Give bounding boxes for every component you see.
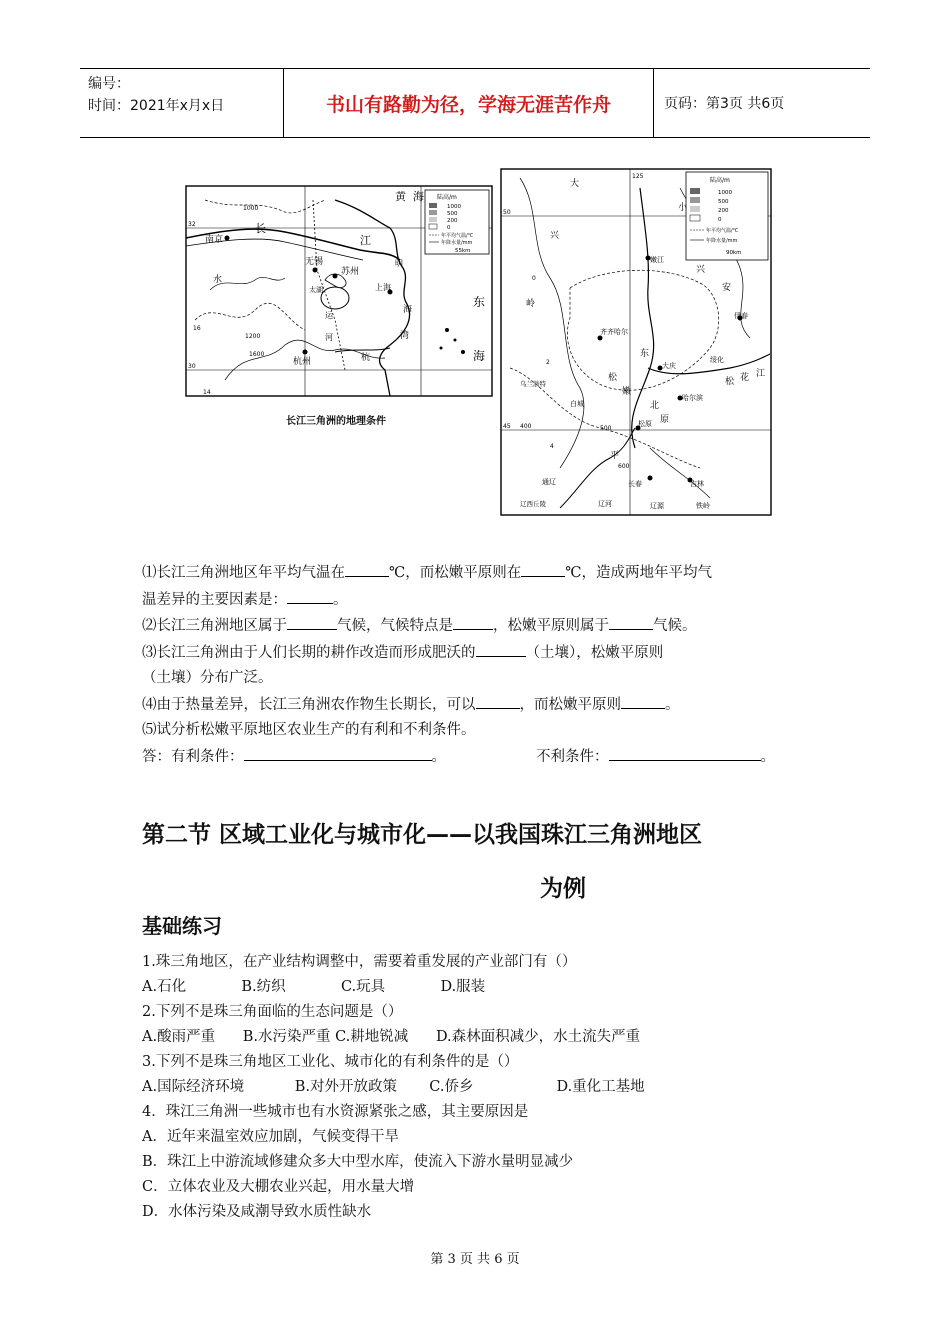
q1-text-a: ⑴长江三角洲地区年平均气温在	[142, 565, 345, 581]
map2-label-bei: 北	[650, 401, 660, 411]
map2-contour-0: 0	[532, 275, 536, 282]
map1-caption: 长江三角洲的地理条件	[286, 416, 386, 427]
map2-label-daqing: 大庆	[662, 362, 676, 370]
map2-legend-1000: 1000	[718, 190, 732, 196]
map2-label-nenjiang: 嫩江	[650, 256, 664, 264]
exercise-line: A．近年来温室效应加剧，气候变得干旱	[142, 1129, 399, 1145]
map2-label-songyuan: 松原	[638, 420, 652, 428]
map1-label-chang: 长	[255, 222, 266, 235]
songnen-plain-map	[500, 168, 772, 548]
map1-legend-rain: 年降水量/mm	[441, 240, 473, 246]
map1-label-hai: 海	[413, 190, 424, 203]
map2-label-liaoxi: 辽西丘陵	[520, 500, 546, 508]
map1-contour-1000: 1000	[243, 205, 259, 212]
map2-legend-0: 0	[718, 217, 722, 223]
map1-contour-1600: 1600	[249, 351, 265, 358]
map2-label-wulanhaote: 乌兰浩特	[520, 380, 546, 388]
map2-lat-50: 50	[503, 209, 511, 216]
map1-contour-16: 16	[193, 325, 201, 332]
map2-lat-45: 45	[503, 423, 511, 430]
map2-label-qiqihar: 齐齐哈尔	[600, 328, 628, 336]
map2-label-harbin: 哈尔滨	[682, 394, 703, 402]
map1-label-he: 河	[325, 333, 333, 342]
map1-label-ming: 明	[395, 259, 403, 268]
map2-lon-125: 125	[632, 173, 644, 180]
exercise-line: 2.下列不是珠三角面临的生态问题是（）	[142, 1004, 403, 1020]
q4-text-a: ⑷由于热量差异，长江三角洲农作物生长期长，可以	[142, 696, 476, 713]
answer-favorable-end: 。	[431, 748, 446, 765]
q1-text-c: ℃，造成两地年平均气	[565, 565, 712, 581]
map2-label-yichun: 伊春	[734, 312, 748, 320]
header-page-label: 页码：第3页 共6页	[664, 96, 785, 112]
q1-text-b: ℃，而松嫩平原则在	[389, 565, 522, 581]
map2-label-changchun: 长春	[628, 480, 642, 488]
map2-label-xing2: 兴	[696, 265, 706, 275]
exercise-line: C．立体农业及大棚农业兴起，用水量大增	[142, 1179, 415, 1195]
question-block	[142, 560, 810, 770]
q3-text-b: （土壤），松嫩平原则	[525, 644, 664, 661]
map1-label-huang: 黄	[395, 190, 406, 203]
answer-unfavorable-end: 。	[760, 748, 775, 765]
map2-label-tongliao: 通辽	[542, 478, 556, 486]
map2-contour-2: 2	[546, 359, 550, 366]
question-5	[142, 718, 810, 744]
map2-legend-500: 500	[718, 199, 729, 205]
page-header	[80, 68, 870, 138]
exercise-line: A.石化 B.纺织 C.玩具 D.服装	[142, 979, 486, 995]
map1-label-taihu: 太湖	[309, 286, 323, 294]
map2-contour-400: 400	[520, 423, 532, 430]
exercise-line: 3.下列不是珠三角地区工业化、城市化的有利条件的是（）	[142, 1054, 519, 1070]
map2-label-da: 大	[570, 179, 580, 189]
map1-label-wan: 湾	[400, 331, 410, 341]
map1-legend-temp: 年平均气温/℃	[441, 233, 474, 239]
exercise-line: 4．珠江三角洲一些城市也有水资源紧张之感，其主要原因是	[142, 1104, 529, 1120]
map2-legend-title: 陆高/m	[710, 177, 730, 184]
map1-legend-title: 陆高/m	[437, 194, 457, 201]
question-1	[142, 560, 810, 587]
map1-label-hai3: 海	[473, 349, 486, 363]
map2-label-ling: 岭	[526, 299, 536, 309]
map1-label-shanghai: 上海	[375, 283, 391, 292]
q4-text-b: ，而松嫩平原则	[519, 696, 621, 713]
map2-label-suihua: 绥化	[710, 356, 724, 364]
question-1-cont	[142, 587, 810, 614]
map1-label-dong: 东	[473, 295, 486, 309]
section-title-line2: 为例	[540, 876, 586, 902]
map1-legend-1000: 1000	[447, 204, 461, 210]
map2-label-dong: 东	[640, 349, 650, 359]
map2-contour-4: 4	[550, 443, 554, 450]
q1-text-e: 。	[333, 591, 348, 608]
q2-text-a: ⑵长江三角洲地区属于	[142, 618, 287, 634]
q1-blank-1[interactable]	[345, 560, 389, 577]
answer-favorable-blank[interactable]	[244, 744, 432, 761]
map2-label-song: 松	[725, 377, 735, 387]
q1-blank-3[interactable]	[287, 587, 333, 604]
question-3-cont	[142, 666, 810, 692]
q4-blank-1[interactable]	[476, 692, 520, 709]
exercise-line: A.国际经济环境 B.对外开放政策 C.侨乡 D.重化工基地	[142, 1079, 645, 1095]
number-label: 编号：	[88, 76, 130, 92]
map2-label-hua: 花	[740, 373, 750, 383]
map1-legend-500: 500	[447, 211, 458, 217]
map1-scale: 55km	[455, 248, 471, 254]
map2-label-nen: 嫩	[622, 387, 632, 397]
answer-line	[142, 744, 810, 771]
q3-text-c: （土壤）分布广泛。	[142, 670, 273, 686]
exercise-line: A.酸雨严重 B.水污染严重 C.耕地锐减 D.森林面积减少，水土流失严重	[142, 1029, 641, 1045]
map2-contour-600: 600	[618, 463, 630, 470]
map2-label-yuan: 原	[660, 415, 670, 425]
map1-label-nanjing: 南京	[205, 235, 224, 245]
map2-label-xing: 兴	[550, 231, 560, 241]
map1-label-yun: 运	[325, 311, 333, 320]
map2-label-song2: 松	[608, 373, 618, 383]
map1-lat-32: 32	[188, 221, 196, 228]
q2-text-b: 气候，气候特点是	[337, 618, 453, 634]
map2-label-ping: 平	[610, 451, 620, 461]
exercise-list	[142, 950, 810, 1225]
answer-favorable-label: 答：有利条件：	[142, 748, 244, 765]
time-label: 时间：2021年x月x日	[88, 98, 225, 114]
yangtze-delta-map	[185, 180, 493, 432]
map1-label-hangzhou: 杭州	[293, 357, 312, 367]
q2-blank-3[interactable]	[609, 613, 653, 630]
map2-legend-rain: 年降水量/mm	[706, 238, 738, 244]
q3-text-a: ⑶长江三角洲由于人们长期的耕作改造而形成肥沃的	[142, 644, 476, 661]
question-2	[142, 613, 810, 640]
page-footer: 第 3 页 共 6 页	[430, 1252, 520, 1267]
subtitle: 基础练习	[142, 914, 222, 938]
exercise-line: B．珠江上中游流域修建众多大中型水库，使流入下游水量明显减少	[142, 1154, 574, 1170]
map1-legend-0: 0	[447, 225, 451, 231]
exercise-line: D．水体污染及咸潮导致水质性缺水	[142, 1204, 372, 1220]
map2-contour-500: 500	[600, 425, 612, 432]
header-motto: 书山有路勤为径，学海无涯苦作舟	[284, 69, 654, 137]
map2-label-jiang: 江	[756, 369, 766, 379]
map2-label-baicheng: 白城	[570, 400, 584, 408]
section-title-line1: 第二节 区域工业化与城市化——以我国珠江三角洲地区	[142, 822, 703, 848]
map1-label-jiang: 江	[360, 234, 371, 247]
q1-blank-2[interactable]	[521, 560, 565, 577]
map2-legend-200: 200	[718, 208, 729, 214]
map1-label-hang: 杭	[361, 353, 371, 363]
map1-contour-14: 14	[203, 389, 211, 396]
q1-text-d: 温差异的主要因素是：	[142, 591, 287, 608]
map1-label-shui: 水	[213, 275, 223, 285]
exercise-line: 1.珠三角地区，在产业结构调整中，需要着重发展的产业部门有（）	[142, 954, 577, 970]
question-4	[142, 692, 810, 719]
q4-blank-2[interactable]	[621, 692, 665, 709]
map1-label-suzhou: 苏州	[341, 267, 360, 277]
map2-label-jilin: 吉林	[690, 480, 704, 488]
q2-blank-1[interactable]	[287, 613, 337, 630]
map1-legend-200: 200	[447, 218, 458, 224]
q3-blank-1[interactable]	[476, 640, 526, 657]
map2-scale: 90km	[726, 250, 742, 256]
q5-text: ⑸试分析松嫩平原地区农业生产的有利和不利条件。	[142, 722, 476, 738]
map2-legend-temp: 年平均气温/℃	[706, 228, 739, 234]
answer-unfavorable-label: 不利条件：	[536, 748, 609, 765]
map2-label-an: 安	[722, 283, 732, 293]
q2-text-c: ，松嫩平原则属于	[493, 618, 609, 634]
q4-text-c: 。	[665, 696, 680, 713]
q2-blank-2[interactable]	[453, 613, 493, 630]
map1-label-wuxi: 无锡	[305, 257, 324, 267]
q2-text-d: 气候。	[653, 618, 697, 634]
map2-label-liaohe: 辽河	[598, 500, 612, 508]
question-3	[142, 640, 810, 667]
section-title	[142, 808, 810, 916]
map1-label-hai2: 海	[403, 305, 413, 315]
map1-lat-30: 30	[188, 363, 196, 370]
map2-label-tieling: 铁岭	[696, 502, 710, 510]
header-meta	[80, 69, 284, 137]
map1-contour-1200: 1200	[245, 333, 261, 340]
answer-unfavorable-blank[interactable]	[609, 744, 761, 761]
map2-label-liaoyuan: 辽源	[650, 502, 664, 510]
map2-label-xiao: 小	[678, 203, 688, 213]
